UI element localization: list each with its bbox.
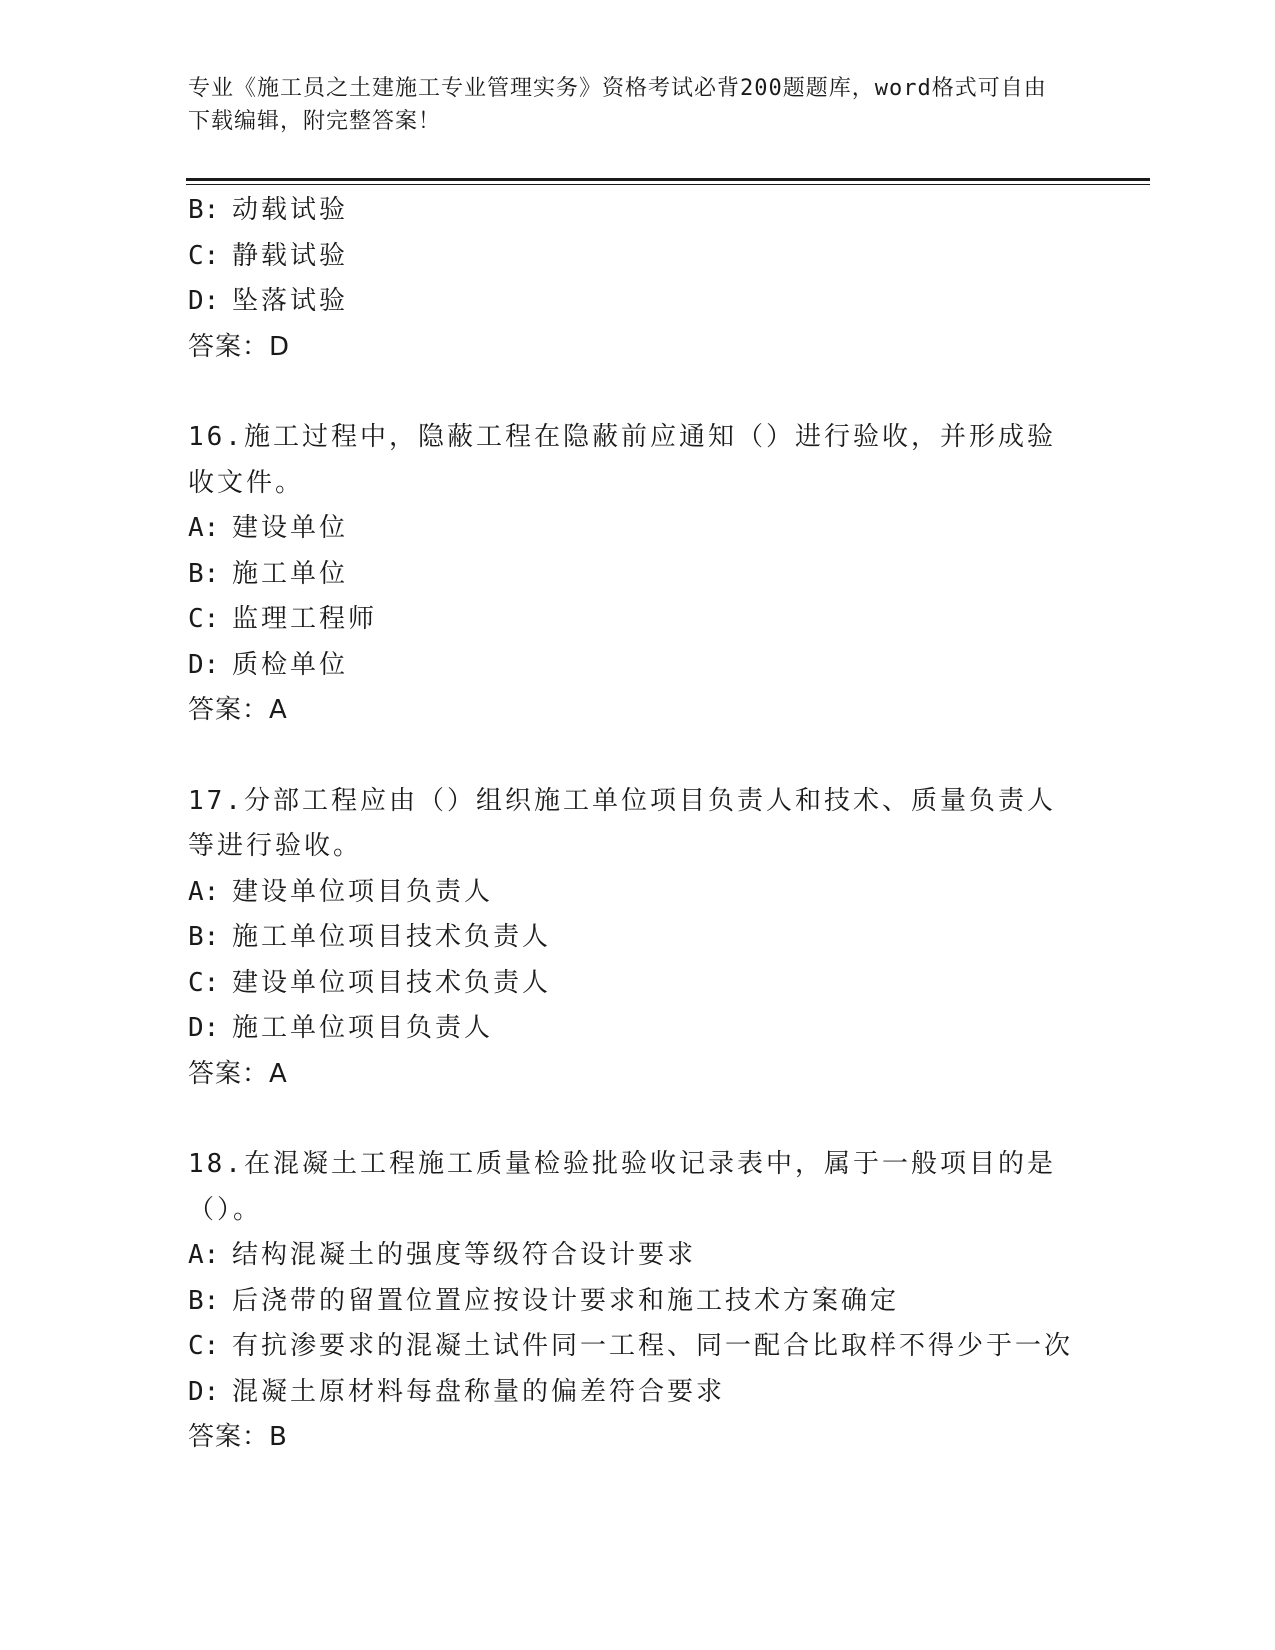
spacer [188, 370, 1078, 415]
answer: 答案：A [188, 1058, 288, 1089]
option-letter: D: [188, 1013, 220, 1043]
option-letter: C: [188, 240, 220, 271]
option-a [188, 506, 1078, 552]
option-text: 施工单位项目负责人 [232, 1013, 494, 1043]
option-text: 坠落试验 [232, 286, 349, 316]
option-text: 有抗渗要求的混凝土试件同一工程、同一配合比取样不得少于一次 [232, 1331, 1074, 1361]
option-letter: A: [188, 1240, 220, 1270]
option-c [188, 597, 1078, 643]
option-letter: D: [188, 1376, 220, 1407]
option-a [188, 1233, 1078, 1279]
question-text: 17.分部工程应由（）组织施工单位项目负责人和技术、质量负责人等进行验收。 [188, 785, 1056, 861]
option-letter: B: [188, 1285, 220, 1316]
question-16 [188, 415, 1078, 734]
option-d [188, 1370, 1078, 1416]
option-letter: B: [188, 922, 220, 952]
option-letter: C: [188, 604, 220, 634]
option-text: 施工单位项目技术负责人 [232, 922, 552, 952]
question-text: 18.在混凝土工程施工质量检验批验收记录表中，属于一般项目的是（）。 [188, 1149, 1056, 1225]
document-header: 专业《施工员之土建施工专业管理实务》资格考试必背200题题库，word格式可自由下载编辑，附完整答案！ [188, 76, 1047, 134]
option-text: 建设单位 [232, 513, 349, 543]
answer: 答案：A [188, 695, 288, 725]
option-letter: B: [188, 558, 220, 589]
option-text: 质检单位 [232, 649, 349, 680]
option-letter: D: [188, 286, 220, 316]
option-b [188, 915, 1078, 961]
question-15 [188, 188, 1078, 370]
spacer [188, 1097, 1078, 1142]
option-d [188, 279, 1078, 325]
option-c [188, 1324, 1078, 1370]
option-text: 建设单位项目技术负责人 [232, 967, 552, 998]
answer: 答案：D [188, 331, 291, 362]
option-b [188, 1279, 1078, 1325]
option-a [188, 870, 1078, 916]
option-text: 施工单位 [232, 558, 349, 589]
question-list [188, 188, 1078, 1461]
option-d [188, 1006, 1078, 1052]
option-text: 后浇带的留置位置应按设计要求和施工技术方案确定 [232, 1285, 900, 1316]
option-letter: D: [188, 649, 220, 680]
option-b [188, 188, 1078, 234]
option-text: 建设单位项目负责人 [232, 876, 494, 907]
option-text: 结构混凝土的强度等级符合设计要求 [232, 1240, 697, 1270]
option-text: 监理工程师 [232, 604, 378, 634]
option-letter: A: [188, 513, 220, 543]
answer: 答案：B [188, 1422, 288, 1452]
option-letter: B: [188, 195, 220, 225]
question-18 [188, 1142, 1078, 1461]
option-c [188, 234, 1078, 280]
option-letter: C: [188, 967, 220, 998]
option-letter: A: [188, 876, 220, 907]
option-b [188, 552, 1078, 598]
spacer [188, 734, 1078, 779]
option-text: 动载试验 [232, 195, 349, 225]
question-text: 16.施工过程中，隐蔽工程在隐蔽前应通知（）进行验收，并形成验收文件。 [188, 422, 1056, 498]
option-letter: C: [188, 1331, 220, 1361]
header-rule-thin [186, 184, 1150, 185]
question-17 [188, 779, 1078, 1098]
option-d [188, 643, 1078, 689]
option-c [188, 961, 1078, 1007]
header-rule-thick [186, 178, 1150, 181]
option-text: 混凝土原材料每盘称量的偏差符合要求 [232, 1376, 726, 1407]
option-text: 静载试验 [232, 240, 349, 271]
